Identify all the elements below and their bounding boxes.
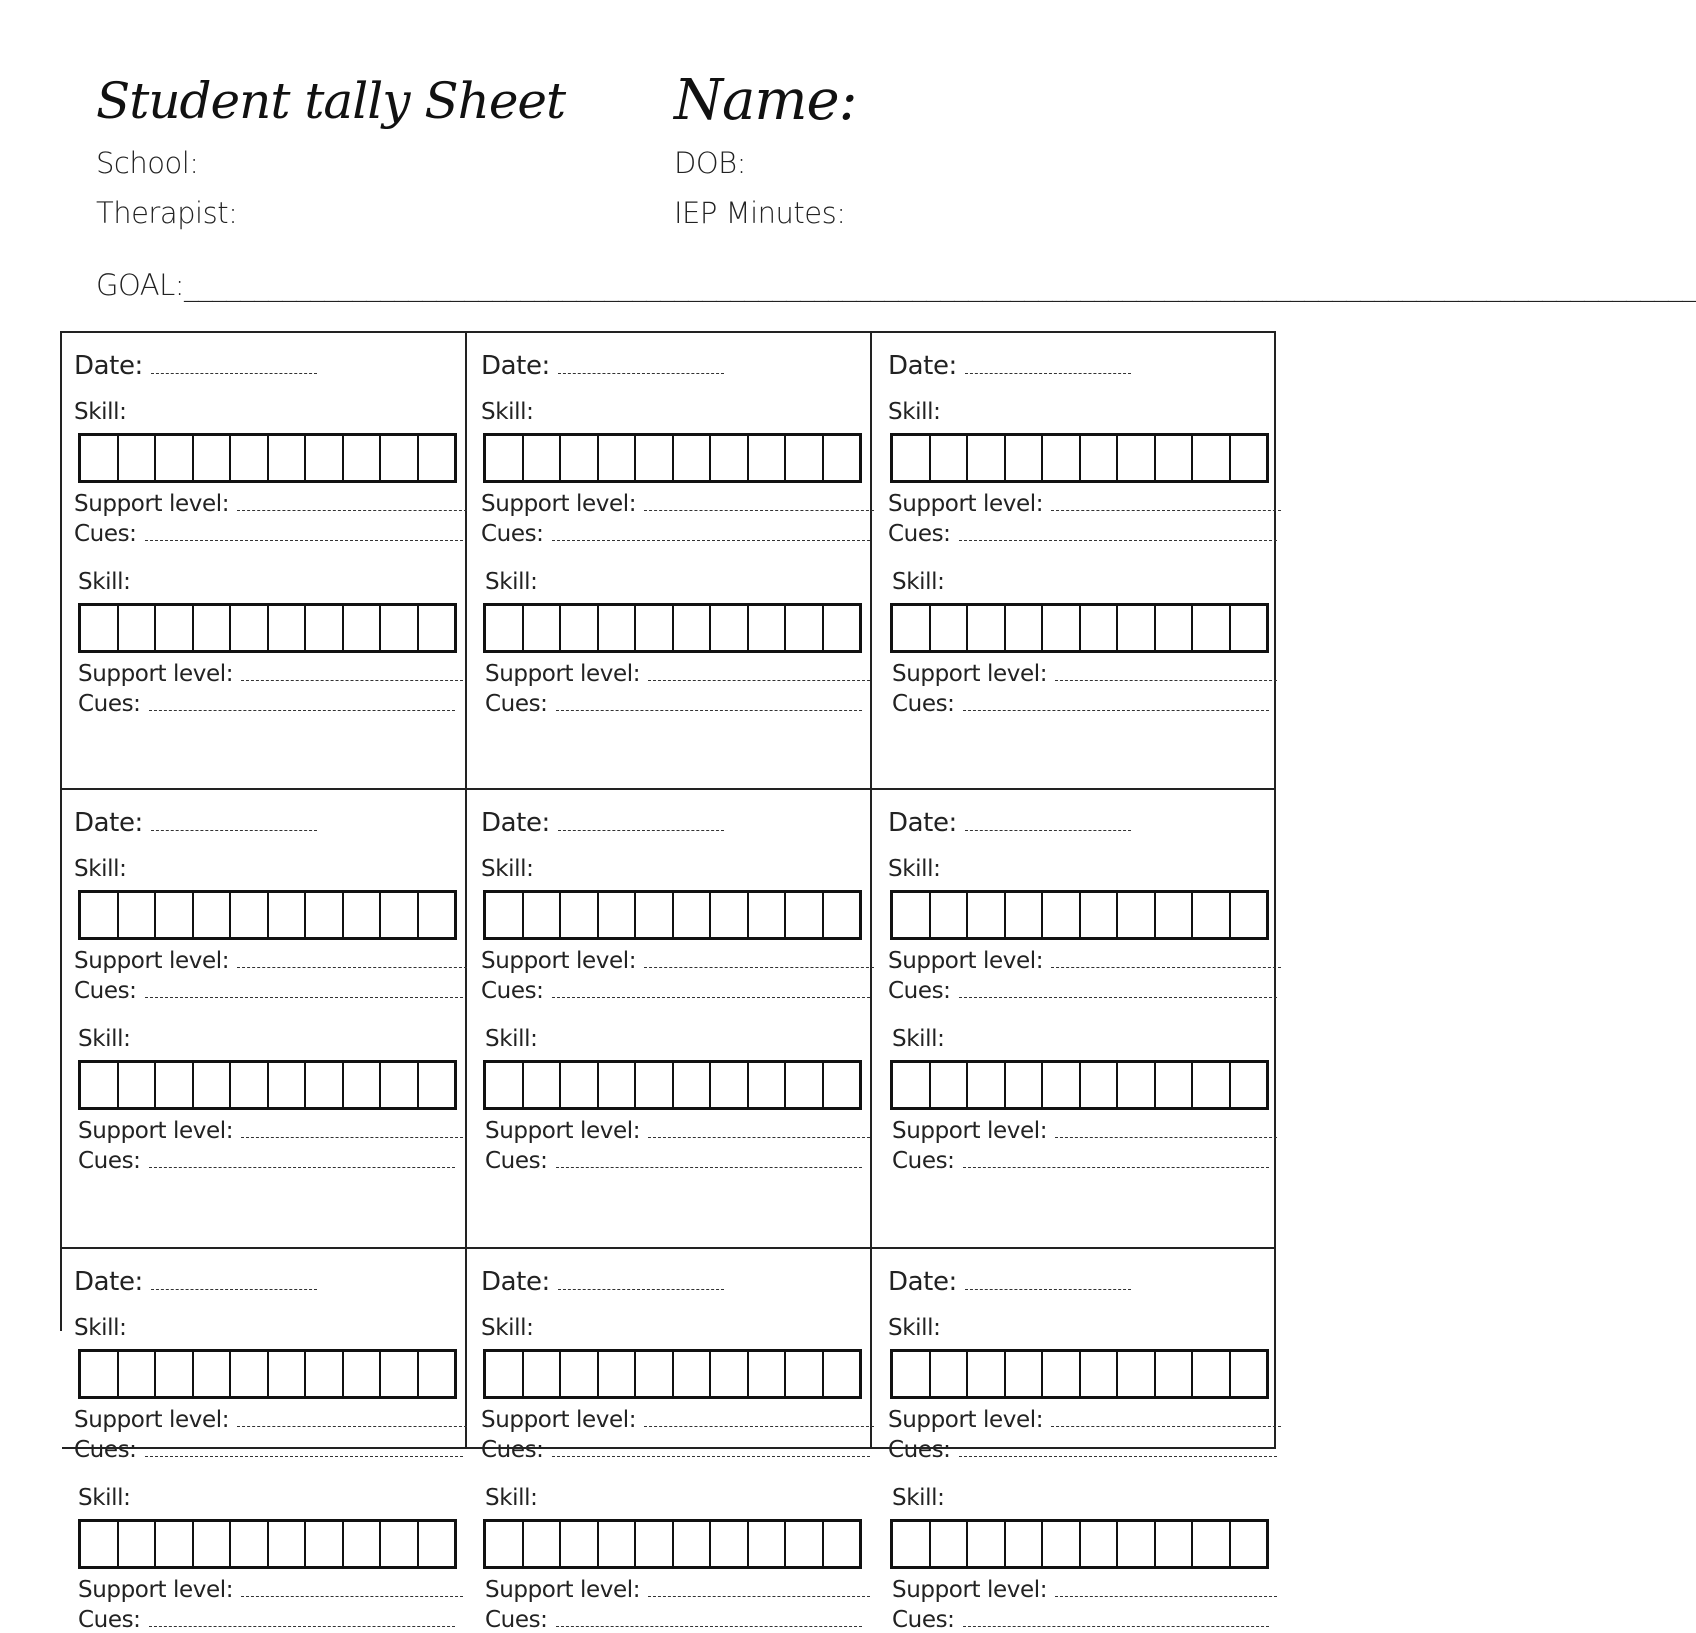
date-field[interactable]: Date:	[481, 808, 724, 838]
tally-box[interactable]	[1006, 1522, 1044, 1566]
cues-field[interactable]: Cues:	[892, 1607, 1269, 1633]
tally-box[interactable]	[1118, 1063, 1156, 1107]
goal-field[interactable]	[96, 268, 1696, 302]
tally-boxes[interactable]	[78, 603, 457, 653]
skill-label: Skill:	[888, 856, 941, 882]
tally-box[interactable]	[1043, 893, 1081, 937]
tally-box[interactable]	[1156, 893, 1194, 937]
support-level-field[interactable]: Support level:	[481, 1407, 874, 1433]
tally-box[interactable]	[81, 436, 119, 480]
skill-label: Skill:	[78, 1026, 131, 1052]
tally-box[interactable]	[119, 436, 157, 480]
cues-field[interactable]: Cues:	[74, 521, 463, 547]
tally-box[interactable]	[306, 1352, 344, 1396]
tally-box[interactable]	[306, 436, 344, 480]
tally-cell	[872, 1249, 1276, 1633]
tally-boxes[interactable]	[483, 890, 862, 940]
tally-box[interactable]	[561, 1522, 599, 1566]
skill-label: Skill:	[481, 856, 534, 882]
tally-box[interactable]	[968, 893, 1006, 937]
tally-box[interactable]	[893, 1063, 931, 1107]
tally-box[interactable]	[1081, 1522, 1119, 1566]
goal-label: GOAL:	[96, 268, 185, 302]
cues-field[interactable]: Cues:	[892, 1148, 1269, 1174]
tally-box[interactable]	[674, 1522, 712, 1566]
tally-box[interactable]	[119, 606, 157, 650]
skill-label: Skill:	[485, 1485, 538, 1511]
tally-box[interactable]	[156, 893, 194, 937]
tally-box[interactable]	[524, 1352, 562, 1396]
tally-box[interactable]	[486, 606, 524, 650]
tally-box[interactable]	[81, 1063, 119, 1107]
cues-field[interactable]: Cues:	[481, 521, 870, 547]
tally-box[interactable]	[711, 1522, 749, 1566]
support-level-field[interactable]: Support level:	[74, 1407, 467, 1433]
cues-field[interactable]: Cues:	[78, 1148, 455, 1174]
tally-cell	[467, 1249, 872, 1633]
support-level-field[interactable]: Support level:	[485, 1118, 870, 1144]
tally-box[interactable]	[81, 893, 119, 937]
tally-boxes[interactable]	[890, 890, 1269, 940]
tally-box[interactable]	[156, 1522, 194, 1566]
tally-box[interactable]	[231, 606, 269, 650]
support-level-field[interactable]: Support level:	[78, 661, 463, 687]
tally-box[interactable]	[893, 606, 931, 650]
tally-box[interactable]	[1193, 1352, 1231, 1396]
tally-box[interactable]	[119, 1352, 157, 1396]
cues-field[interactable]: Cues:	[892, 691, 1269, 717]
tally-box[interactable]	[749, 893, 787, 937]
tally-box[interactable]	[561, 436, 599, 480]
tally-box[interactable]	[381, 1522, 419, 1566]
tally-box[interactable]	[636, 1063, 674, 1107]
tally-box[interactable]	[786, 606, 824, 650]
cues-field[interactable]: Cues:	[78, 1607, 455, 1633]
tally-box[interactable]	[1231, 893, 1267, 937]
tally-cell	[467, 333, 872, 790]
cues-field[interactable]: Cues:	[888, 978, 1277, 1004]
cues-field[interactable]: Cues:	[74, 978, 463, 1004]
date-field[interactable]: Date:	[481, 1267, 724, 1297]
tally-box[interactable]	[968, 1352, 1006, 1396]
tally-box[interactable]	[1156, 1522, 1194, 1566]
tally-boxes[interactable]	[78, 1349, 457, 1399]
skill-label: Skill:	[74, 856, 127, 882]
tally-box[interactable]	[674, 606, 712, 650]
cues-field[interactable]: Cues:	[485, 1148, 862, 1174]
tally-box[interactable]	[419, 436, 455, 480]
tally-box[interactable]	[1081, 1063, 1119, 1107]
tally-box[interactable]	[381, 1063, 419, 1107]
tally-box[interactable]	[486, 1063, 524, 1107]
tally-box[interactable]	[931, 1352, 969, 1396]
tally-box[interactable]	[306, 1063, 344, 1107]
skill-label: Skill:	[892, 1026, 945, 1052]
tally-box[interactable]	[344, 436, 382, 480]
tally-box[interactable]	[156, 606, 194, 650]
tally-box[interactable]	[1043, 1063, 1081, 1107]
tally-box[interactable]	[599, 436, 637, 480]
tally-box[interactable]	[1231, 1352, 1267, 1396]
skill-label: Skill:	[485, 569, 538, 595]
tally-box[interactable]	[636, 606, 674, 650]
tally-box[interactable]	[119, 1063, 157, 1107]
tally-box[interactable]	[1156, 1063, 1194, 1107]
tally-box[interactable]	[1006, 1063, 1044, 1107]
tally-box[interactable]	[674, 893, 712, 937]
goal-line: ____________________________________________________________________________________________________________	[184, 268, 1696, 302]
tally-boxes[interactable]	[890, 433, 1269, 483]
tally-box[interactable]	[524, 893, 562, 937]
tally-box[interactable]	[81, 606, 119, 650]
tally-box[interactable]	[381, 893, 419, 937]
tally-cell	[467, 790, 872, 1249]
tally-box[interactable]	[269, 1352, 307, 1396]
cues-field[interactable]: Cues:	[888, 521, 1277, 547]
tally-boxes[interactable]	[78, 890, 457, 940]
tally-box[interactable]	[381, 1352, 419, 1396]
tally-box[interactable]	[1231, 436, 1267, 480]
tally-box[interactable]	[306, 606, 344, 650]
tally-box[interactable]	[269, 893, 307, 937]
tally-box[interactable]	[1081, 893, 1119, 937]
tally-box[interactable]	[636, 1522, 674, 1566]
tally-box[interactable]	[1118, 606, 1156, 650]
support-level-field[interactable]: Support level:	[74, 948, 467, 974]
tally-box[interactable]	[194, 606, 232, 650]
tally-cell	[872, 333, 1276, 790]
therapist-label: Therapist:	[96, 196, 238, 230]
tally-box[interactable]	[824, 1063, 860, 1107]
tally-box[interactable]	[194, 436, 232, 480]
skill-label: Skill:	[888, 1315, 941, 1341]
tally-box[interactable]	[194, 1352, 232, 1396]
tally-box[interactable]	[749, 1522, 787, 1566]
date-field[interactable]: Date:	[481, 351, 724, 381]
tally-box[interactable]	[824, 893, 860, 937]
skill-label: Skill:	[888, 399, 941, 425]
tally-box[interactable]	[524, 1522, 562, 1566]
cues-field[interactable]: Cues:	[485, 1607, 862, 1633]
skill-label: Skill:	[481, 399, 534, 425]
date-field[interactable]: Date:	[888, 1267, 1131, 1297]
tally-box[interactable]	[561, 1063, 599, 1107]
support-level-field[interactable]: Support level:	[888, 1407, 1281, 1433]
support-level-field[interactable]: Support level:	[74, 491, 467, 517]
tally-box[interactable]	[381, 436, 419, 480]
tally-box[interactable]	[968, 436, 1006, 480]
support-level-field[interactable]: Support level:	[888, 948, 1281, 974]
tally-box[interactable]	[419, 1352, 455, 1396]
tally-boxes[interactable]	[78, 1060, 457, 1110]
tally-box[interactable]	[786, 436, 824, 480]
support-level-field[interactable]: Support level:	[485, 661, 870, 687]
tally-boxes[interactable]	[78, 433, 457, 483]
tally-cell	[872, 790, 1276, 1249]
skill-label: Skill:	[74, 399, 127, 425]
tally-box[interactable]	[674, 1063, 712, 1107]
tally-box[interactable]	[119, 893, 157, 937]
tally-box[interactable]	[1006, 606, 1044, 650]
tally-box[interactable]	[419, 1063, 455, 1107]
tally-boxes[interactable]	[890, 603, 1269, 653]
tally-boxes[interactable]	[78, 1519, 457, 1569]
sheet-title: Student tally Sheet	[96, 72, 566, 130]
skill-label: Skill:	[78, 569, 131, 595]
date-field[interactable]: Date:	[74, 808, 317, 838]
tally-grid	[60, 331, 1276, 1633]
tally-box[interactable]	[893, 1352, 931, 1396]
skill-label: Skill:	[481, 1315, 534, 1341]
tally-box[interactable]	[824, 1352, 860, 1396]
support-level-field[interactable]: Support level:	[888, 491, 1281, 517]
tally-box[interactable]	[1043, 1352, 1081, 1396]
tally-box[interactable]	[1118, 1352, 1156, 1396]
skill-label: Skill:	[78, 1485, 131, 1511]
tally-box[interactable]	[381, 606, 419, 650]
tally-box[interactable]	[419, 606, 455, 650]
tally-box[interactable]	[269, 1522, 307, 1566]
tally-cell	[62, 790, 467, 1249]
tally-box[interactable]	[636, 1352, 674, 1396]
tally-boxes[interactable]	[890, 1349, 1269, 1399]
tally-box[interactable]	[344, 1063, 382, 1107]
tally-box[interactable]	[561, 1352, 599, 1396]
tally-box[interactable]	[893, 893, 931, 937]
date-field[interactable]: Date:	[888, 808, 1131, 838]
tally-box[interactable]	[1118, 893, 1156, 937]
tally-box[interactable]	[269, 1063, 307, 1107]
tally-box[interactable]	[231, 893, 269, 937]
tally-box[interactable]	[1193, 436, 1231, 480]
tally-box[interactable]	[786, 1522, 824, 1566]
tally-box[interactable]	[156, 1352, 194, 1396]
tally-box[interactable]	[1193, 606, 1231, 650]
tally-box[interactable]	[81, 1352, 119, 1396]
support-level-field[interactable]: Support level:	[78, 1118, 463, 1144]
tally-box[interactable]	[269, 436, 307, 480]
date-field[interactable]: Date:	[74, 1267, 317, 1297]
tally-box[interactable]	[599, 1352, 637, 1396]
date-field[interactable]: Date:	[888, 351, 1131, 381]
tally-box[interactable]	[786, 893, 824, 937]
tally-box[interactable]	[1193, 1522, 1231, 1566]
tally-box[interactable]	[306, 1522, 344, 1566]
tally-box[interactable]	[636, 436, 674, 480]
name-heading: Name:	[674, 68, 857, 133]
dob-label: DOB:	[674, 146, 746, 180]
tally-box[interactable]	[1081, 436, 1119, 480]
school-label: School:	[96, 146, 199, 180]
cues-field[interactable]: Cues:	[78, 691, 455, 717]
tally-box[interactable]	[749, 1063, 787, 1107]
tally-box[interactable]	[599, 606, 637, 650]
tally-box[interactable]	[711, 893, 749, 937]
tally-box[interactable]	[156, 1063, 194, 1107]
tally-boxes[interactable]	[483, 1349, 862, 1399]
tally-box[interactable]	[1156, 1352, 1194, 1396]
cues-field[interactable]: Cues:	[74, 1437, 463, 1463]
tally-boxes[interactable]	[483, 1060, 862, 1110]
tally-box[interactable]	[524, 606, 562, 650]
tally-cell	[62, 333, 467, 790]
tally-box[interactable]	[486, 1352, 524, 1396]
tally-box[interactable]	[1118, 436, 1156, 480]
cues-field[interactable]: Cues:	[481, 978, 870, 1004]
tally-box[interactable]	[419, 1522, 455, 1566]
cues-field[interactable]: Cues:	[888, 1437, 1277, 1463]
tally-box[interactable]	[931, 893, 969, 937]
tally-box[interactable]	[1043, 1522, 1081, 1566]
tally-box[interactable]	[1193, 893, 1231, 937]
tally-box[interactable]	[1156, 436, 1194, 480]
support-level-field[interactable]: Support level:	[485, 1577, 870, 1603]
tally-box[interactable]	[931, 436, 969, 480]
tally-box[interactable]	[674, 1352, 712, 1396]
tally-boxes[interactable]	[483, 603, 862, 653]
tally-box[interactable]	[524, 1063, 562, 1107]
tally-box[interactable]	[599, 1522, 637, 1566]
tally-box[interactable]	[81, 1522, 119, 1566]
support-level-field[interactable]: Support level:	[78, 1577, 463, 1603]
skill-label: Skill:	[892, 1485, 945, 1511]
tally-box[interactable]	[1231, 606, 1267, 650]
tally-box[interactable]	[156, 436, 194, 480]
tally-box[interactable]	[419, 893, 455, 937]
tally-box[interactable]	[1231, 1063, 1267, 1107]
skill-label: Skill:	[485, 1026, 538, 1052]
iep-minutes-label: IEP Minutes:	[674, 196, 846, 230]
tally-box[interactable]	[561, 606, 599, 650]
tally-box[interactable]	[711, 606, 749, 650]
support-level-field[interactable]: Support level:	[481, 948, 874, 974]
tally-box[interactable]	[1193, 1063, 1231, 1107]
tally-box[interactable]	[968, 1063, 1006, 1107]
tally-box[interactable]	[344, 1522, 382, 1566]
tally-box[interactable]	[749, 606, 787, 650]
tally-box[interactable]	[231, 1522, 269, 1566]
tally-box[interactable]	[344, 606, 382, 650]
tally-box[interactable]	[231, 1063, 269, 1107]
tally-box[interactable]	[1006, 436, 1044, 480]
support-level-field[interactable]: Support level:	[481, 491, 874, 517]
tally-boxes[interactable]	[890, 1519, 1269, 1569]
tally-box[interactable]	[824, 606, 860, 650]
tally-box[interactable]	[674, 436, 712, 480]
tally-cell	[62, 1249, 467, 1633]
tally-box[interactable]	[486, 893, 524, 937]
tally-box[interactable]	[1156, 606, 1194, 650]
support-level-field[interactable]: Support level:	[892, 1118, 1277, 1144]
tally-box[interactable]	[749, 436, 787, 480]
tally-box[interactable]	[711, 1063, 749, 1107]
tally-box[interactable]	[599, 1063, 637, 1107]
tally-box[interactable]	[231, 436, 269, 480]
tally-box[interactable]	[711, 1352, 749, 1396]
tally-box[interactable]	[824, 436, 860, 480]
tally-box[interactable]	[1043, 606, 1081, 650]
tally-box[interactable]	[119, 1522, 157, 1566]
tally-boxes[interactable]	[483, 1519, 862, 1569]
tally-box[interactable]	[786, 1352, 824, 1396]
tally-box[interactable]	[194, 1522, 232, 1566]
tally-box[interactable]	[486, 1522, 524, 1566]
tally-box[interactable]	[636, 893, 674, 937]
tally-box[interactable]	[486, 436, 524, 480]
tally-box[interactable]	[1006, 893, 1044, 937]
cues-field[interactable]: Cues:	[485, 691, 862, 717]
tally-box[interactable]	[1043, 436, 1081, 480]
tally-box[interactable]	[1118, 1522, 1156, 1566]
tally-box[interactable]	[893, 1522, 931, 1566]
tally-box[interactable]	[194, 1063, 232, 1107]
support-level-field[interactable]: Support level:	[892, 1577, 1277, 1603]
tally-box[interactable]	[968, 1522, 1006, 1566]
tally-box[interactable]	[561, 893, 599, 937]
tally-box[interactable]	[786, 1063, 824, 1107]
skill-label: Skill:	[892, 569, 945, 595]
tally-boxes[interactable]	[483, 433, 862, 483]
tally-box[interactable]	[344, 893, 382, 937]
tally-box[interactable]	[931, 606, 969, 650]
tally-box[interactable]	[931, 1522, 969, 1566]
tally-box[interactable]	[749, 1352, 787, 1396]
tally-box[interactable]	[306, 893, 344, 937]
tally-box[interactable]	[1006, 1352, 1044, 1396]
tally-box[interactable]	[599, 893, 637, 937]
tally-box[interactable]	[968, 606, 1006, 650]
tally-box[interactable]	[269, 606, 307, 650]
tally-box[interactable]	[824, 1522, 860, 1566]
cues-field[interactable]: Cues:	[481, 1437, 870, 1463]
tally-box[interactable]	[931, 1063, 969, 1107]
tally-box[interactable]	[1081, 606, 1119, 650]
tally-box[interactable]	[344, 1352, 382, 1396]
tally-box[interactable]	[524, 436, 562, 480]
tally-box[interactable]	[194, 893, 232, 937]
tally-box[interactable]	[711, 436, 749, 480]
tally-box[interactable]	[1081, 1352, 1119, 1396]
tally-box[interactable]	[893, 436, 931, 480]
tally-boxes[interactable]	[890, 1060, 1269, 1110]
tally-box[interactable]	[231, 1352, 269, 1396]
tally-box[interactable]	[1231, 1522, 1267, 1566]
date-field[interactable]: Date:	[74, 351, 317, 381]
skill-label: Skill:	[74, 1315, 127, 1341]
support-level-field[interactable]: Support level:	[892, 661, 1277, 687]
